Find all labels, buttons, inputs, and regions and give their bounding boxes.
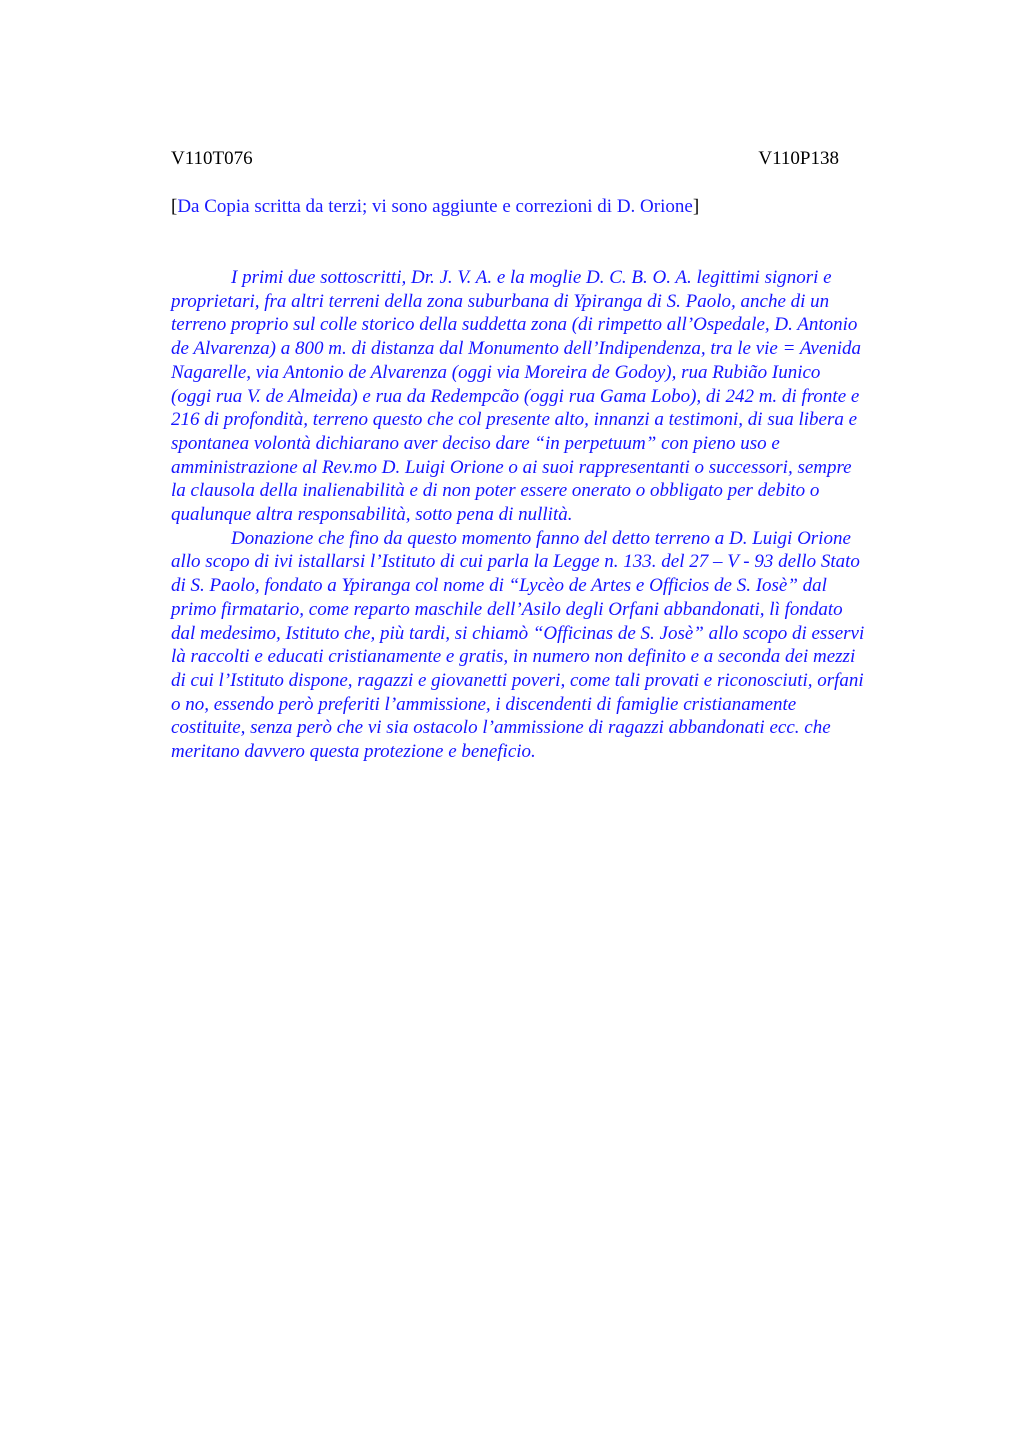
paragraph-donation	[171, 527, 926, 764]
text-line: 216 di profondità, terreno questo che col presente alto, innanzi a testimoni, di sua libera e	[171, 409, 858, 431]
text-line: la clausola della inalienabilità e di non poter essere onerato o obbligato per debito o	[171, 480, 820, 502]
text-line: (oggi rua V. de Almeida) e rua da Redempcão (oggi rua Gama Lobo), di 242 m. di fronte e	[171, 385, 860, 407]
text-line: dal medesimo, Istituto che, più tardi, si chiamò “Officinas de S. Josè” allo scopo di esservi	[171, 622, 865, 644]
document-code-left: V110T076	[171, 148, 253, 169]
text-line: o no, essendo però preferiti l’ammissione, i discendenti di famiglie cristianamente	[171, 693, 797, 715]
text-line: là raccolti e educati cristianamente e gratis, in numero non definito e a seconda dei mezzi	[171, 646, 856, 668]
source-note	[171, 195, 699, 219]
text-line: Donazione che fino da questo momento fanno del detto terreno a D. Luigi Orione	[231, 527, 851, 549]
text-line: qualunque altra responsabilità, sotto pena di nullità.	[171, 504, 573, 526]
text-line: proprietari, fra altri terreni della zona suburbana di Ypiranga di S. Paolo, anche di un	[171, 290, 830, 312]
source-note-close-bracket: ]	[692, 196, 700, 217]
document-body	[171, 266, 926, 764]
source-note-open-bracket: [	[171, 196, 178, 217]
source-note-text: Da Copia scritta da terzi; vi sono aggiunte e correzioni di D. Orione	[177, 196, 693, 217]
text-line: de Alvarenza) a 800 m. di distanza dal Monumento dell’Indipendenza, tra le vie = Avenida	[171, 338, 862, 360]
text-line: primo firmatario, come reparto maschile dell’Asilo degli Orfani abbandonati, lì fondato	[171, 598, 843, 620]
text-line: meritano davvero questa protezione e beneficio.	[171, 741, 536, 763]
text-line: I primi due sottoscritti, Dr. J. V. A. e la moglie D. C. B. O. A. legittimi signori e	[231, 267, 832, 288]
page-code-right: V110P138	[758, 148, 839, 169]
paragraph-donors	[171, 266, 926, 527]
text-line: di cui l’Istituto dispone, ragazzi e giovanetti poveri, come tali provati e riconosciuti, orfani	[171, 669, 864, 691]
text-line: terreno proprio sul colle storico della suddetta zona (di rimpetto all’Ospedale, D. Antonio	[171, 314, 858, 336]
text-line: di S. Paolo, fondato a Ypiranga col nome di “Lycèo de Artes e Officios de S. Iosè” dal	[171, 575, 827, 597]
text-line: Nagarelle, via Antonio de Alvarenza (oggi via Moreira de Godoy), rua Rubião Iunico	[171, 361, 821, 383]
text-line: amministrazione al Rev.mo D. Luigi Orione o ai suoi rappresentanti o successori, sempre	[171, 456, 852, 478]
text-line: spontanea volontà dichiarano aver deciso dare “in perpetuum” con pieno uso e	[171, 432, 780, 454]
text-line: costituite, senza però che vi sia ostacolo l’ammissione di ragazzi abbandonati ecc. che	[171, 717, 831, 739]
document-header	[171, 147, 839, 171]
text-line: allo scopo di ivi istallarsi l’Istituto di cui parla la Legge n. 133. del 27 – V - 93 dello Stato	[171, 551, 860, 573]
